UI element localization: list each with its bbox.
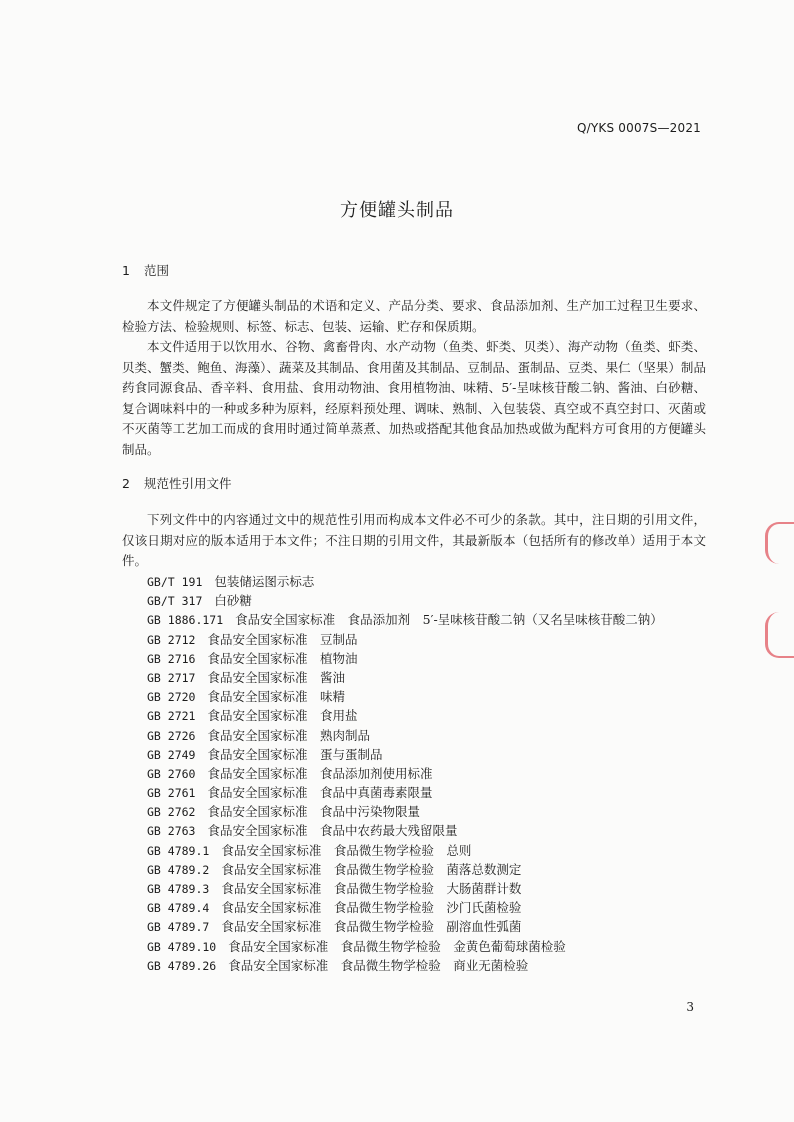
reference-item xyxy=(147,879,663,898)
reference-title: 食品安全国家标准 熟肉制品 xyxy=(207,727,370,743)
reference-title: 白砂糖 xyxy=(214,593,252,609)
reference-item xyxy=(147,630,663,649)
reference-code: GB/T 191 xyxy=(147,575,203,589)
reference-code: GB 2726 xyxy=(147,728,196,743)
reference-item xyxy=(147,898,663,917)
section-1-heading xyxy=(122,261,169,279)
reference-title: 食品安全国家标准 食品微生物学检验 大肠菌群计数 xyxy=(221,881,522,896)
reference-code: GB 4789.10 xyxy=(147,939,217,954)
page-number: 3 xyxy=(686,1000,694,1014)
reference-item xyxy=(147,610,663,629)
reference-title: 食品安全国家标准 食品微生物学检验 副溶血性弧菌 xyxy=(221,919,522,935)
reference-code: GB/T 317 xyxy=(147,594,203,609)
reference-code: GB 2749 xyxy=(147,747,196,762)
seal-stamp-mark-top xyxy=(765,522,794,564)
section-2-title: 规范性引用文件 xyxy=(144,476,232,491)
reference-item xyxy=(147,668,663,687)
reference-item xyxy=(147,841,663,860)
reference-title: 食品安全国家标准 食品添加剂 5′-呈味核苷酸二钠（又名呈味核苷酸二钠） xyxy=(235,612,663,628)
references-intro-paragraph: 下列文件中的内容通过文中的规范性引用而构成本文件必不可少的条款。其中，注日期的引用文件，仅该日期对应的版本适用于本文件；不注日期的引用文件，其最新版本（包括所有的修改单）适用于本文件。 xyxy=(122,512,706,568)
reference-code: GB 2712 xyxy=(147,632,196,647)
reference-title: 食品安全国家标准 食品微生物学检验 总则 xyxy=(221,842,472,858)
reference-title: 食品安全国家标准 食品微生物学检验 商业无菌检验 xyxy=(228,957,529,973)
reference-item xyxy=(147,572,663,591)
reference-title: 食品安全国家标准 蛋与蛋制品 xyxy=(207,746,383,762)
reference-title: 食品安全国家标准 植物油 xyxy=(207,650,358,666)
reference-item xyxy=(147,956,663,975)
reference-code: GB 4789.3 xyxy=(147,882,210,896)
scope-paragraph-2: 本文件适用于以饮用水、谷物、禽畜骨肉、水产动物（鱼类、虾类、贝类）、海产动物（鱼类、虾类、贝类、蟹类、鲍鱼、海藻）、蔬菜及其制品、食用菌及其制品、豆制品、蛋制品、豆类、果仁（坚果）制品药食同源食品、香辛料、食用盐、食用动物油、食用植物油、味精、5′-呈味核苷酸二钠、酱油、白砂糖、复合调味料中的一种或多种为原料，经原料预处理、调味、熟制、入包装袋、真空或不真空封口、灭菌或不灭菌等工艺加工而成的食用时通过简单蒸煮、加热或搭配其他食品加热或做为配料方可食用的方便罐头制品。 xyxy=(122,339,706,457)
reference-code: GB 2760 xyxy=(147,766,196,781)
reference-title: 食品安全国家标准 食品中真菌毒素限量 xyxy=(207,785,433,801)
section-1-number: 1 xyxy=(122,263,130,278)
reference-title: 食品安全国家标准 食品添加剂使用标准 xyxy=(207,765,433,781)
reference-item xyxy=(147,706,663,725)
reference-code: GB 4789.1 xyxy=(147,843,210,858)
reference-title: 食品安全国家标准 食品微生物学检验 沙门氏菌检验 xyxy=(221,900,522,916)
document-code: Q/YKS 0007S—2021 xyxy=(576,121,701,135)
reference-title: 食品安全国家标准 食品中污染物限量 xyxy=(207,804,420,820)
reference-code: GB 4789.4 xyxy=(147,901,210,916)
reference-item xyxy=(147,917,663,936)
reference-code: GB 2716 xyxy=(147,651,196,666)
document-title: 方便罐头制品 xyxy=(340,200,454,221)
reference-title: 食品安全国家标准 食品中农药最大残留限量 xyxy=(207,823,458,839)
reference-title: 食品安全国家标准 酱油 xyxy=(207,669,345,685)
reference-code: GB 1886.171 xyxy=(147,613,224,628)
reference-title: 食品安全国家标准 豆制品 xyxy=(207,631,358,647)
section-1-title: 范围 xyxy=(144,263,170,278)
section-2-heading xyxy=(122,474,232,492)
normative-references-list xyxy=(147,572,663,975)
reference-code: GB 2717 xyxy=(147,670,196,685)
reference-item xyxy=(147,591,663,610)
reference-item xyxy=(147,687,663,706)
reference-item xyxy=(147,764,663,783)
reference-code: GB 2762 xyxy=(147,805,196,820)
reference-code: GB 4789.26 xyxy=(147,958,217,973)
reference-item xyxy=(147,860,663,879)
reference-item xyxy=(147,821,663,840)
reference-item xyxy=(147,783,663,802)
scope-paragraph-1: 本文件规定了方便罐头制品的术语和定义、产品分类、要求、食品添加剂、生产加工过程卫生要求、检验方法、检验规则、标签、标志、包装、运输、贮存和保质期。 xyxy=(122,298,706,334)
reference-code: GB 2763 xyxy=(147,824,196,839)
reference-item xyxy=(147,745,663,764)
reference-title: 食品安全国家标准 食用盐 xyxy=(207,708,358,724)
reference-item xyxy=(147,726,663,745)
reference-item xyxy=(147,649,663,668)
reference-item xyxy=(147,802,663,821)
reference-title: 包装储运图示标志 xyxy=(214,574,315,589)
reference-title: 食品安全国家标准 食品微生物学检验 菌落总数测定 xyxy=(221,861,522,877)
reference-code: GB 2721 xyxy=(147,709,196,724)
reference-code: GB 4789.7 xyxy=(147,920,210,935)
reference-code: GB 4789.2 xyxy=(147,862,210,877)
reference-code: GB 2761 xyxy=(147,786,196,801)
reference-title: 食品安全国家标准 食品微生物学检验 金黄色葡萄球菌检验 xyxy=(228,938,566,954)
section-2-number: 2 xyxy=(122,476,130,491)
reference-code: GB 2720 xyxy=(147,690,196,705)
reference-title: 食品安全国家标准 味精 xyxy=(207,689,345,705)
reference-item xyxy=(147,937,663,956)
seal-stamp-mark-bottom xyxy=(765,612,794,658)
